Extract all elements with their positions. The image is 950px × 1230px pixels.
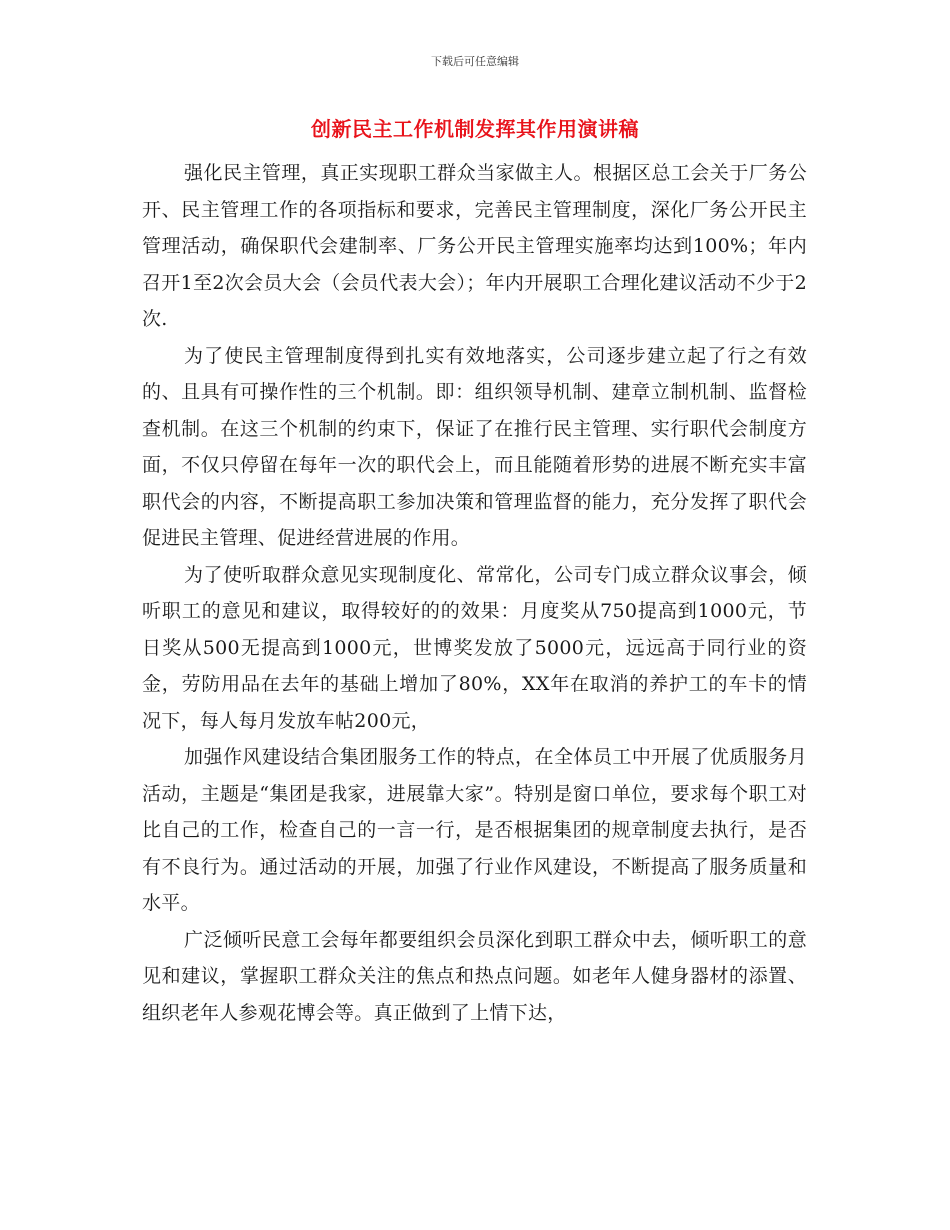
paragraph: 为了使民主管理制度得到扎实有效地落实，公司逐步建立起了行之有效的、且具有可操作性的三个机制。即：组织领导机制、建章立制机制、监督检查机制。在这三个机制的约束下，保证了在推行民主管理、实行职代会制度方面，不仅只停留在每年一次的职代会上，而且能随着形势的进展不断充实丰富职代会的内容，不断提高职工参加决策和管理监督的能力，充分发挥了职代会促进民主管理、促进经营进展的作用。 [142, 344, 807, 549]
paragraph: 广泛倾听民意工会每年都要组织会员深化到职工群众中去，倾听职工的意见和建议，掌握职工群众关注的焦点和热点问题。如老年人健身器材的添置、组织老年人参观花博会等。真正做到了上情下达， [142, 928, 807, 1024]
document-body [142, 155, 807, 1031]
paragraph: 强化民主管理，真正实现职工群众当家做主人。根据区总工会关于厂务公开、民主管理工作的各项指标和要求，完善民主管理制度，深化厂务公开民主管理活动，确保职代会建制率、厂务公开民主管理实施率均达到100%；年内召开1至2次会员大会（会员代表大会）；年内开展职工合理化建议活动不少于2次. [142, 162, 807, 330]
header-note: 下载后可任意编辑 [431, 55, 519, 68]
document-title: 创新民主工作机制发挥其作用演讲稿 [311, 117, 639, 141]
paragraph: 加强作风建设结合集团服务工作的特点，在全体员工中开展了优质服务月活动，主题是“集团是我家，进展靠大家”。特别是窗口单位，要求每个职工对比自己的工作，检查自己的一言一行，是否根据集团的规章制度去执行，是否有不良行为。通过活动的开展，加强了行业作风建设，不断提高了服务质量和水平。 [142, 746, 807, 914]
paragraph: 为了使听取群众意见实现制度化、常常化，公司专门成立群众议事会，倾听职工的意见和建议，取得较好的的效果：月度奖从750提高到1000元，节日奖从500无提高到1000元，世博奖发放了5000元，远远高于同行业的资金，劳防用品在去年的基础上增加了80%，XX年在取消的养护工的车卡的情况下，每人每月发放车帖200元， [142, 563, 807, 732]
